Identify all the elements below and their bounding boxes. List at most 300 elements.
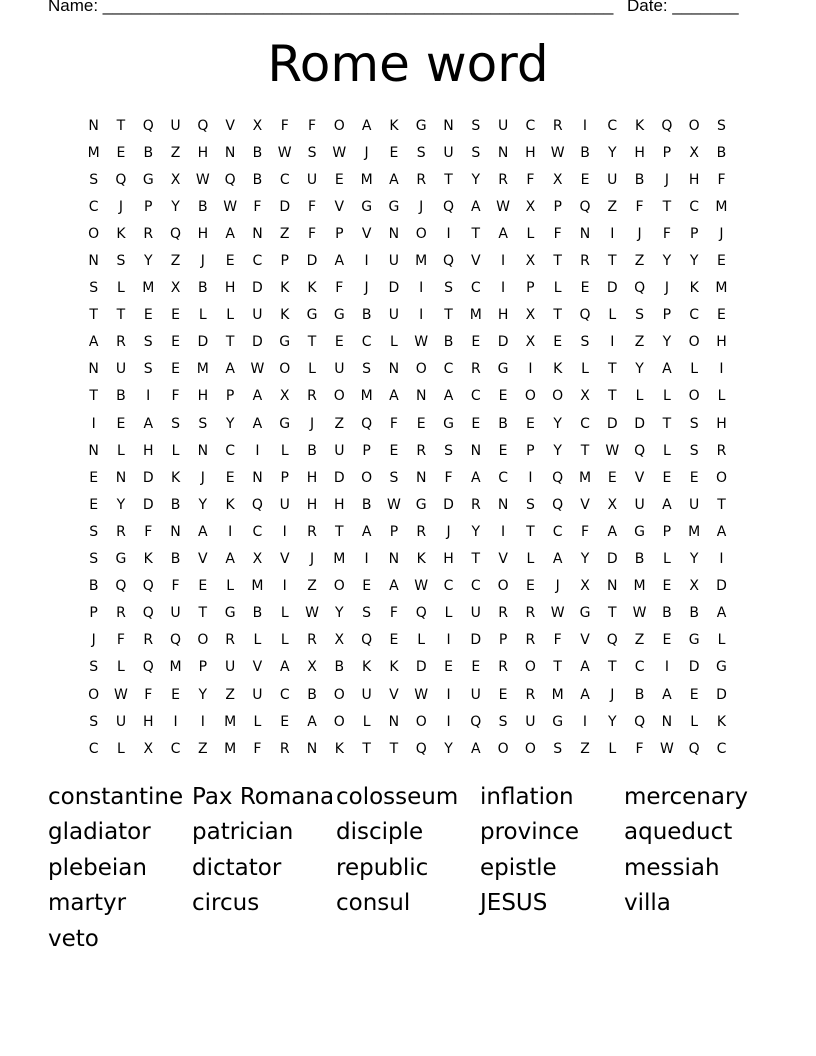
grid-letter: D [470, 632, 482, 649]
grid-letter: F [280, 117, 289, 134]
grid-letter: W [332, 144, 347, 161]
grid-letter: G [552, 713, 564, 730]
grid-letter: O [279, 361, 291, 378]
grid-letter: Z [634, 253, 645, 270]
grid-letter: F [307, 117, 317, 134]
grid-letter: T [608, 388, 617, 405]
grid-letter: U [279, 496, 290, 513]
word-list-item: constantine [48, 783, 184, 810]
grid-letter: S [89, 551, 99, 568]
grid-letter: C [716, 740, 727, 757]
grid-letter: Q [197, 117, 209, 134]
grid-letter: Q [470, 713, 482, 730]
grid-letter: L [253, 713, 262, 730]
grid-letter: J [91, 632, 96, 649]
grid-letter: H [197, 388, 209, 405]
grid-letter: D [252, 280, 263, 297]
grid-letter: M [469, 307, 482, 324]
grid-letter: V [498, 551, 508, 568]
grid-letter: B [361, 496, 372, 513]
grid-letter: L [362, 713, 371, 730]
grid-letter: B [580, 144, 590, 161]
grid-letter: I [255, 442, 260, 459]
grid-letter: E [717, 253, 726, 270]
grid-letter: X [252, 551, 263, 568]
grid-letter: M [715, 280, 728, 297]
grid-letter: D [716, 686, 727, 703]
grid-letter: A [225, 225, 235, 242]
grid-letter: L [581, 361, 589, 378]
grid-letter: Q [688, 740, 700, 757]
grid-letter: R [225, 632, 235, 649]
grid-letter: A [334, 253, 345, 270]
grid-letter: S [362, 605, 372, 622]
grid-letter: X [334, 632, 345, 649]
grid-letter: E [471, 659, 481, 676]
grid-letter: S [717, 117, 726, 134]
grid-letter: J [200, 253, 205, 270]
grid-letter: L [280, 442, 289, 459]
grid-letter: L [198, 307, 207, 324]
grid-letter: S [307, 144, 317, 161]
grid-letter: E [116, 415, 126, 432]
grid-letter: Z [170, 144, 181, 161]
grid-letter: G [333, 307, 345, 324]
grid-letter: O [333, 388, 345, 405]
grid-letter: U [443, 144, 454, 161]
grid-letter: V [471, 253, 481, 270]
grid-letter: Z [334, 415, 345, 432]
grid-letter: T [608, 659, 617, 676]
grid-letter: F [171, 388, 180, 405]
grid-letter: E [717, 307, 726, 324]
grid-letter: I [282, 578, 287, 595]
grid-letter: I [364, 551, 369, 568]
grid-letter: E [89, 469, 99, 486]
grid-letter: S [525, 496, 535, 513]
grid-letter: M [196, 361, 209, 378]
grid-letter: M [688, 523, 701, 540]
grid-letter: P [662, 144, 672, 161]
grid-letter: G [634, 523, 646, 540]
grid-letter: O [497, 578, 509, 595]
grid-letter: B [198, 198, 208, 215]
grid-letter: E [143, 307, 153, 324]
grid-letter: S [89, 523, 99, 540]
grid-letter: W [605, 442, 620, 459]
grid-letter: L [417, 632, 426, 649]
grid-letter: D [388, 280, 400, 297]
grid-letter: Y [198, 686, 208, 703]
word-list-item: epistle [480, 854, 557, 881]
grid-letter: C [470, 280, 481, 297]
grid-letter: U [388, 307, 400, 324]
grid-letter: I [664, 659, 669, 676]
grid-letter: X [689, 578, 699, 595]
grid-letter: R [416, 171, 427, 188]
grid-letter: W [659, 740, 674, 757]
grid-letter: E [444, 659, 453, 676]
grid-letter: E [662, 632, 672, 649]
grid-letter: R [498, 659, 508, 676]
grid-letter: R [525, 632, 536, 649]
grid-letter: K [307, 280, 317, 297]
grid-letter: I [419, 280, 424, 297]
grid-letter: D [606, 551, 618, 568]
grid-letter: J [610, 686, 615, 703]
grid-letter: L [253, 632, 262, 649]
grid-letter: Z [607, 198, 618, 215]
grid-letter: T [389, 740, 399, 757]
grid-letter: T [608, 605, 617, 622]
grid-letter: I [446, 632, 451, 649]
grid-letter: A [471, 469, 481, 486]
grid-letter: I [582, 117, 588, 134]
grid-letter: A [361, 523, 372, 540]
grid-letter: A [225, 361, 235, 378]
grid-letter: L [526, 551, 535, 568]
grid-letter: S [198, 415, 208, 432]
grid-letter: V [279, 551, 290, 568]
grid-letter: C [279, 171, 290, 188]
grid-letter: E [525, 578, 535, 595]
grid-letter: S [635, 307, 645, 324]
grid-letter: I [228, 523, 233, 540]
grid-letter: K [170, 469, 181, 486]
grid-letter: X [170, 171, 181, 188]
grid-letter: R [116, 334, 126, 351]
grid-letter: B [634, 551, 645, 568]
grid-letter: V [580, 632, 590, 649]
grid-letter: U [634, 496, 645, 513]
grid-letter: L [117, 659, 125, 676]
grid-letter: A [252, 388, 263, 405]
grid-letter: M [333, 551, 346, 568]
grid-letter: Y [608, 144, 617, 161]
grid-letter: A [389, 388, 399, 405]
grid-letter: G [115, 551, 127, 568]
grid-letter: B [361, 307, 372, 324]
grid-letter: O [497, 740, 509, 757]
grid-letter: L [608, 307, 617, 324]
grid-letter: C [170, 740, 181, 757]
grid-letter: I [364, 253, 369, 270]
grid-letter: L [226, 578, 235, 595]
grid-letter: C [470, 388, 481, 405]
grid-letter: E [580, 280, 590, 297]
grid-letter: F [253, 198, 262, 215]
grid-letter: S [416, 144, 426, 161]
grid-letter: T [471, 551, 481, 568]
grid-letter: V [580, 496, 590, 513]
grid-letter: S [444, 442, 453, 459]
grid-letter: L [308, 361, 316, 378]
grid-letter: M [142, 280, 155, 297]
grid-letter: C [525, 117, 536, 134]
grid-letter: E [225, 469, 235, 486]
grid-letter: Y [225, 415, 235, 432]
grid-letter: D [142, 496, 154, 513]
grid-letter: K [553, 361, 563, 378]
grid-letter: Z [580, 740, 590, 757]
grid-letter: I [528, 469, 533, 486]
grid-letter: N [497, 144, 509, 161]
grid-letter: N [497, 496, 509, 513]
grid-letter: B [307, 442, 317, 459]
grid-letter: O [524, 388, 536, 405]
grid-letter: G [142, 171, 154, 188]
grid-letter: S [89, 280, 99, 297]
grid-letter: A [552, 551, 563, 568]
grid-letter: U [115, 713, 127, 730]
grid-letter: X [170, 280, 181, 297]
grid-letter: T [608, 361, 617, 378]
grid-letter: E [334, 171, 344, 188]
grid-letter: X [607, 496, 618, 513]
grid-letter: I [501, 523, 506, 540]
grid-letter: G [443, 415, 454, 432]
grid-letter: R [279, 740, 290, 757]
grid-letter: O [333, 713, 345, 730]
grid-letter: E [416, 415, 426, 432]
grid-letter: F [580, 523, 590, 540]
grid-letter: A [143, 415, 154, 432]
grid-letter: L [117, 280, 125, 297]
grid-letter: X [525, 198, 536, 215]
grid-letter: O [688, 388, 700, 405]
grid-letter: F [253, 740, 262, 757]
word-list-item: gladiator [48, 819, 151, 846]
grid-letter: E [225, 253, 235, 270]
grid-letter: K [416, 551, 426, 568]
word-list-item: inflation [480, 783, 574, 810]
grid-letter: N [252, 469, 263, 486]
grid-letter: I [719, 361, 724, 378]
grid-letter: T [662, 415, 672, 432]
word-list-item: martyr [48, 890, 127, 917]
grid-letter: A [361, 117, 372, 134]
grid-letter: I [200, 713, 205, 730]
grid-letter: N [88, 442, 99, 459]
grid-letter: D [415, 659, 427, 676]
grid-letter: A [580, 659, 590, 676]
grid-letter: Q [115, 171, 127, 188]
word-list-item: consul [336, 890, 411, 917]
grid-letter: W [414, 686, 429, 703]
grid-letter: Y [471, 523, 481, 540]
grid-letter: F [635, 198, 644, 215]
grid-letter: H [525, 144, 536, 161]
word-list-item: villa [624, 890, 671, 917]
grid-letter: E [280, 713, 290, 730]
grid-letter: B [307, 686, 317, 703]
grid-letter: J [364, 280, 369, 297]
grid-letter: Y [553, 442, 562, 459]
grid-letter: R [307, 632, 317, 649]
grid-letter: C [580, 415, 590, 432]
grid-letter: T [526, 523, 535, 540]
grid-letter: E [662, 578, 672, 595]
grid-letter: S [143, 361, 153, 378]
grid-letter: P [553, 198, 562, 215]
grid-letter: K [225, 496, 235, 513]
grid-letter: O [524, 740, 536, 757]
grid-letter: Q [170, 225, 182, 242]
grid-letter: T [444, 307, 453, 324]
grid-letter: Y [662, 334, 672, 351]
grid-letter: H [142, 442, 154, 459]
grid-letter: R [498, 605, 508, 622]
grid-letter: O [197, 632, 209, 649]
grid-letter: L [717, 388, 726, 405]
grid-letter: M [633, 578, 646, 595]
grid-letter: H [443, 551, 454, 568]
date-field-label: Date: _______ [627, 0, 739, 15]
grid-letter: C [88, 740, 99, 757]
grid-letter: H [716, 334, 727, 351]
word-list-item: dictator [192, 854, 282, 881]
grid-letter: A [716, 605, 727, 622]
grid-letter: A [662, 496, 672, 513]
grid-letter: B [252, 605, 263, 622]
grid-letter: A [580, 686, 590, 703]
grid-letter: R [470, 361, 481, 378]
grid-letter: L [662, 388, 671, 405]
grid-letter: V [225, 117, 235, 134]
grid-letter: L [553, 280, 562, 297]
grid-letter: P [662, 307, 672, 324]
grid-letter: C [689, 307, 700, 324]
grid-letter: V [389, 686, 399, 703]
grid-letter: K [362, 659, 372, 676]
grid-letter: U [115, 361, 127, 378]
grid-letter: I [173, 713, 178, 730]
grid-letter: Q [579, 198, 591, 215]
grid-letter: M [551, 686, 564, 703]
grid-letter: N [388, 551, 400, 568]
grid-letter: S [362, 361, 372, 378]
grid-letter: T [608, 253, 617, 270]
grid-letter: Q [442, 253, 455, 270]
header [48, 0, 748, 16]
grid-letter: H [306, 469, 318, 486]
grid-letter: F [717, 171, 726, 188]
grid-letter: B [716, 144, 727, 161]
grid-letter: A [662, 361, 672, 378]
grid-letter: C [607, 117, 618, 134]
grid-letter: C [443, 578, 454, 595]
grid-letter: A [662, 686, 672, 703]
grid-letter: K [334, 740, 344, 757]
grid-letter: O [688, 117, 700, 134]
grid-letter: U [497, 117, 509, 134]
word-list-item: patrician [192, 819, 294, 846]
grid-letter: U [470, 605, 481, 622]
grid-letter: C [361, 334, 372, 351]
grid-letter: Y [580, 551, 590, 568]
grid-letter: K [143, 551, 153, 568]
grid-letter: Q [552, 469, 564, 486]
grid-letter: L [226, 307, 235, 324]
grid-letter: H [142, 713, 154, 730]
grid-letter: R [307, 523, 317, 540]
grid-letter: H [197, 225, 209, 242]
grid-letter: H [634, 144, 645, 161]
grid-letter: I [282, 523, 287, 540]
word-list-item: messiah [624, 854, 720, 881]
grid-letter: B [662, 605, 672, 622]
grid-letter: W [550, 144, 565, 161]
grid-letter: S [116, 253, 126, 270]
grid-letter: D [279, 198, 291, 215]
grid-letter: E [498, 388, 508, 405]
grid-letter: F [116, 632, 125, 649]
grid-letter: G [306, 307, 318, 324]
grid-letter: J [364, 144, 369, 161]
grid-letter: L [690, 713, 699, 730]
grid-letter: N [443, 117, 454, 134]
grid-letter: O [88, 225, 100, 242]
grid-letter: P [689, 225, 699, 242]
grid-letter: H [306, 496, 318, 513]
grid-letter: D [606, 415, 618, 432]
grid-letter: F [662, 225, 671, 242]
grid-letter: U [525, 713, 536, 730]
grid-letter: N [170, 523, 181, 540]
grid-letter: K [389, 117, 399, 134]
grid-letter: L [390, 334, 398, 351]
grid-letter: C [689, 198, 700, 215]
grid-letter: R [498, 171, 508, 188]
grid-letter: Y [689, 551, 699, 568]
grid-letter: M [224, 740, 237, 757]
grid-letter: B [170, 496, 181, 513]
grid-letter: T [362, 740, 371, 757]
grid-letter: N [115, 469, 127, 486]
grid-letter: T [116, 117, 126, 134]
grid-letter: F [444, 469, 453, 486]
grid-letter: P [144, 198, 153, 215]
grid-letter: L [526, 225, 535, 242]
word-list-item: veto [48, 925, 99, 952]
grid-letter: Q [552, 496, 564, 513]
grid-letter: M [360, 171, 373, 188]
grid-letter: J [555, 578, 560, 595]
grid-letter: W [114, 686, 128, 703]
grid-letter: L [280, 605, 289, 622]
grid-letter: Q [415, 605, 427, 622]
grid-letter: G [388, 198, 400, 215]
grid-letter: W [277, 144, 292, 161]
grid-letter: F [389, 415, 398, 432]
grid-letter: N [579, 225, 591, 242]
grid-letter: O [415, 225, 427, 242]
grid-letter: T [307, 334, 317, 351]
name-field-label: Name: ______________________________________________________ [48, 0, 614, 15]
grid-letter: S [498, 713, 508, 730]
grid-letter: Y [662, 253, 672, 270]
grid-letter: A [307, 713, 317, 730]
grid-letter: E [580, 171, 590, 188]
grid-letter: E [689, 469, 699, 486]
word-list-item: Pax Romana [192, 783, 335, 810]
grid-letter: E [116, 144, 126, 161]
grid-letter: S [171, 415, 180, 432]
grid-letter: R [470, 496, 481, 513]
grid-letter: P [662, 523, 672, 540]
grid-letter: J [664, 280, 669, 297]
grid-letter: Q [606, 632, 618, 649]
